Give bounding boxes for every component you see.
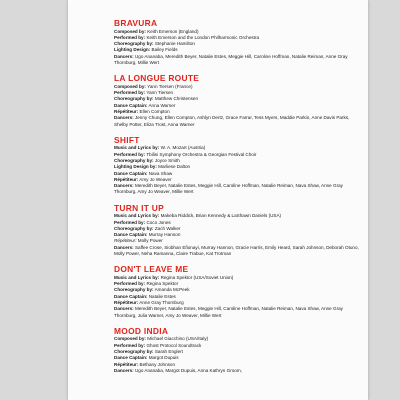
credit-role: Répétiteur: xyxy=(114,238,137,244)
credit-value: Molly Power xyxy=(137,238,163,244)
credit-role: Composed by: xyxy=(114,336,146,342)
credit-role: Performed by: xyxy=(114,90,146,96)
credit-value: Keith Emerson (England) xyxy=(147,28,199,34)
credit-value: Nava Shaw xyxy=(148,170,173,176)
credit-value: Marliese Dalton xyxy=(158,164,191,170)
credit-line xyxy=(114,306,364,319)
credit-role: Choreography by: xyxy=(114,96,154,102)
credit-role: Performed by: xyxy=(114,151,146,157)
credit-value: Anna Warner xyxy=(148,102,176,108)
credit-role: Répétiteur: xyxy=(114,300,139,305)
credit-value: Zach Walker xyxy=(154,225,181,231)
credit-line xyxy=(114,54,364,67)
credit-value: Regina Spektor (USA/Soviet Union) xyxy=(160,274,234,280)
credit-line xyxy=(114,115,364,128)
credit-role: Lighting Design: xyxy=(114,47,151,53)
credit-value: Bethany Johnson xyxy=(139,361,176,367)
credit-role: Répétiteur: xyxy=(114,361,139,367)
credit-value: Yann Tiersen (France) xyxy=(147,83,193,89)
credit-value: Matthew Christensen xyxy=(154,96,198,102)
performance-section xyxy=(114,135,364,196)
credit-role: Répétiteur: xyxy=(114,176,139,182)
credit-role: Dancers: xyxy=(114,183,134,189)
credit-role: Répétiteur: xyxy=(114,108,139,114)
performance-title: LA LONGUE ROUTE xyxy=(114,73,200,84)
credit-role: Choreography by: xyxy=(114,225,154,231)
credit-value: Michael Giacchino (USA/Italy) xyxy=(147,336,209,342)
credit-role: Choreography by: xyxy=(114,41,154,47)
credit-role: Music and Lyrics by: xyxy=(114,274,160,280)
performance-section xyxy=(114,264,364,319)
credit-role: Dancers: xyxy=(114,53,134,59)
credit-role: Choreography by: xyxy=(114,348,154,354)
credit-value: Meredith Beyer, Natalie Estes, Meggie Hill, Caroline Hoffman, Natalie Reiman, Nava Shaw, Anne Gray Thornburg, Julia Warner, Amy Jo Weaver, Millie Wert xyxy=(114,306,343,318)
credit-value: Stephanie Hamilton xyxy=(154,41,195,47)
performance-section xyxy=(114,326,364,374)
credit-value: Joyce Smith xyxy=(154,157,180,163)
credit-value: Keith Emerson and the London Philharmonic Orchestra xyxy=(146,34,260,40)
credit-role: Composed by: xyxy=(114,83,146,89)
performance-title: SHIFT xyxy=(114,134,140,145)
credit-role: Performed by: xyxy=(114,34,146,40)
credit-value: Bailey Fields xyxy=(151,47,178,53)
credit-value: Jenny Chung, Ellen Compton, Ashlyn Dertz, Grace Farrar, Tess Myers, Maddie Parkin, Anne Davis Parks, Shelby Potter, Eliza Trost, Anna Warner xyxy=(114,115,350,127)
credit-role: Dancers: xyxy=(114,244,134,250)
performance-section xyxy=(114,73,364,128)
credit-role: Performed by: xyxy=(114,281,146,287)
credit-line xyxy=(114,245,364,258)
performance-title: DON'T LEAVE ME xyxy=(114,264,189,275)
credit-role: Dance Captain: xyxy=(114,355,148,361)
credit-role: Choreography by: xyxy=(114,287,154,293)
credit-value: Amy Jo Weaver xyxy=(139,176,172,182)
credit-role: Dance Captain: xyxy=(114,232,148,238)
credit-value: Yann Tiersen xyxy=(146,90,174,96)
credit-value: Meredith Beyer, Natalie Estes, Meggie Hill, Caroline Hoffman, Natalie Reiman, Nava Shaw, Anne Gray Thornburg, Amy Jo Weaver, Millie Wert xyxy=(114,183,343,195)
credit-value: Regina Spektor xyxy=(146,281,179,287)
credit-value: Amanda McPeek xyxy=(154,287,190,293)
credit-value: Coco Jones xyxy=(146,219,171,225)
credit-value: Makeba Riddick, Brian Kennedy & LaShawn Daniels (USA) xyxy=(160,213,282,219)
credit-role: Performed by: xyxy=(114,342,146,348)
credit-role: Dancers: xyxy=(114,367,134,373)
credit-value: Ugo Ananaba, Meredith Beyer, Natalie Estes, Meggie Hill, Caroline Hoffman, Natalie Reiman, Anne Gray Thornburg, Millie Wert xyxy=(114,53,348,65)
credit-value: W. A. Mozart (Austria) xyxy=(160,145,206,151)
credit-value: Margot Dupuis xyxy=(148,355,179,361)
credit-value: Tbilisi Symphony Orchestra & Georgian Festival Choir xyxy=(146,151,257,157)
credit-line xyxy=(114,368,364,374)
performance-section xyxy=(114,203,364,258)
credit-role: Dance Captain: xyxy=(114,293,148,299)
program-page xyxy=(68,0,368,400)
credit-value: Anne Gray Thornburg xyxy=(139,300,184,305)
credit-value: Saffee Crose, Siobhan Efionayi, Murray Hannon, Gracie Harris, Emily Heard, Sarah Johnson, Deborah Otuno, Molly Power, Neha Ramanna, Claire Trabue, Kat Trotman xyxy=(114,244,359,257)
credit-role: Dance Captain: xyxy=(114,170,148,176)
performance-title: MOOD INDIA xyxy=(114,325,169,336)
performance-title: BRAVURA xyxy=(114,18,158,28)
credit-role: Lighting Design by: xyxy=(114,164,157,170)
credit-role: Dancers: xyxy=(114,306,134,312)
credit-role: Music and Lyrics by: xyxy=(114,145,160,151)
performance-section xyxy=(114,18,364,66)
credit-value: Murray Hannon xyxy=(148,232,181,238)
performance-title: TURN IT UP xyxy=(114,202,164,213)
credit-role: Music and Lyrics by: xyxy=(114,213,160,219)
credit-value: Sarah Englert xyxy=(154,348,183,354)
credit-value: Natalie Estes xyxy=(148,293,176,299)
credit-value: Ghost Protocol Soundtrack xyxy=(146,342,202,348)
credit-value: Ellen Compton xyxy=(139,108,170,114)
credit-role: Performed by: xyxy=(114,219,146,225)
credit-role: Composed by: xyxy=(114,28,146,34)
credit-line xyxy=(114,183,364,196)
credit-value: Ugo Ananaba, Margot Dupuis, Anna Kathryn Groom, xyxy=(134,367,242,373)
credit-role: Dancers: xyxy=(114,115,134,121)
credit-role: Dance Captain: xyxy=(114,102,148,108)
credit-role: Choreography by: xyxy=(114,157,154,163)
program-credits xyxy=(114,18,364,381)
